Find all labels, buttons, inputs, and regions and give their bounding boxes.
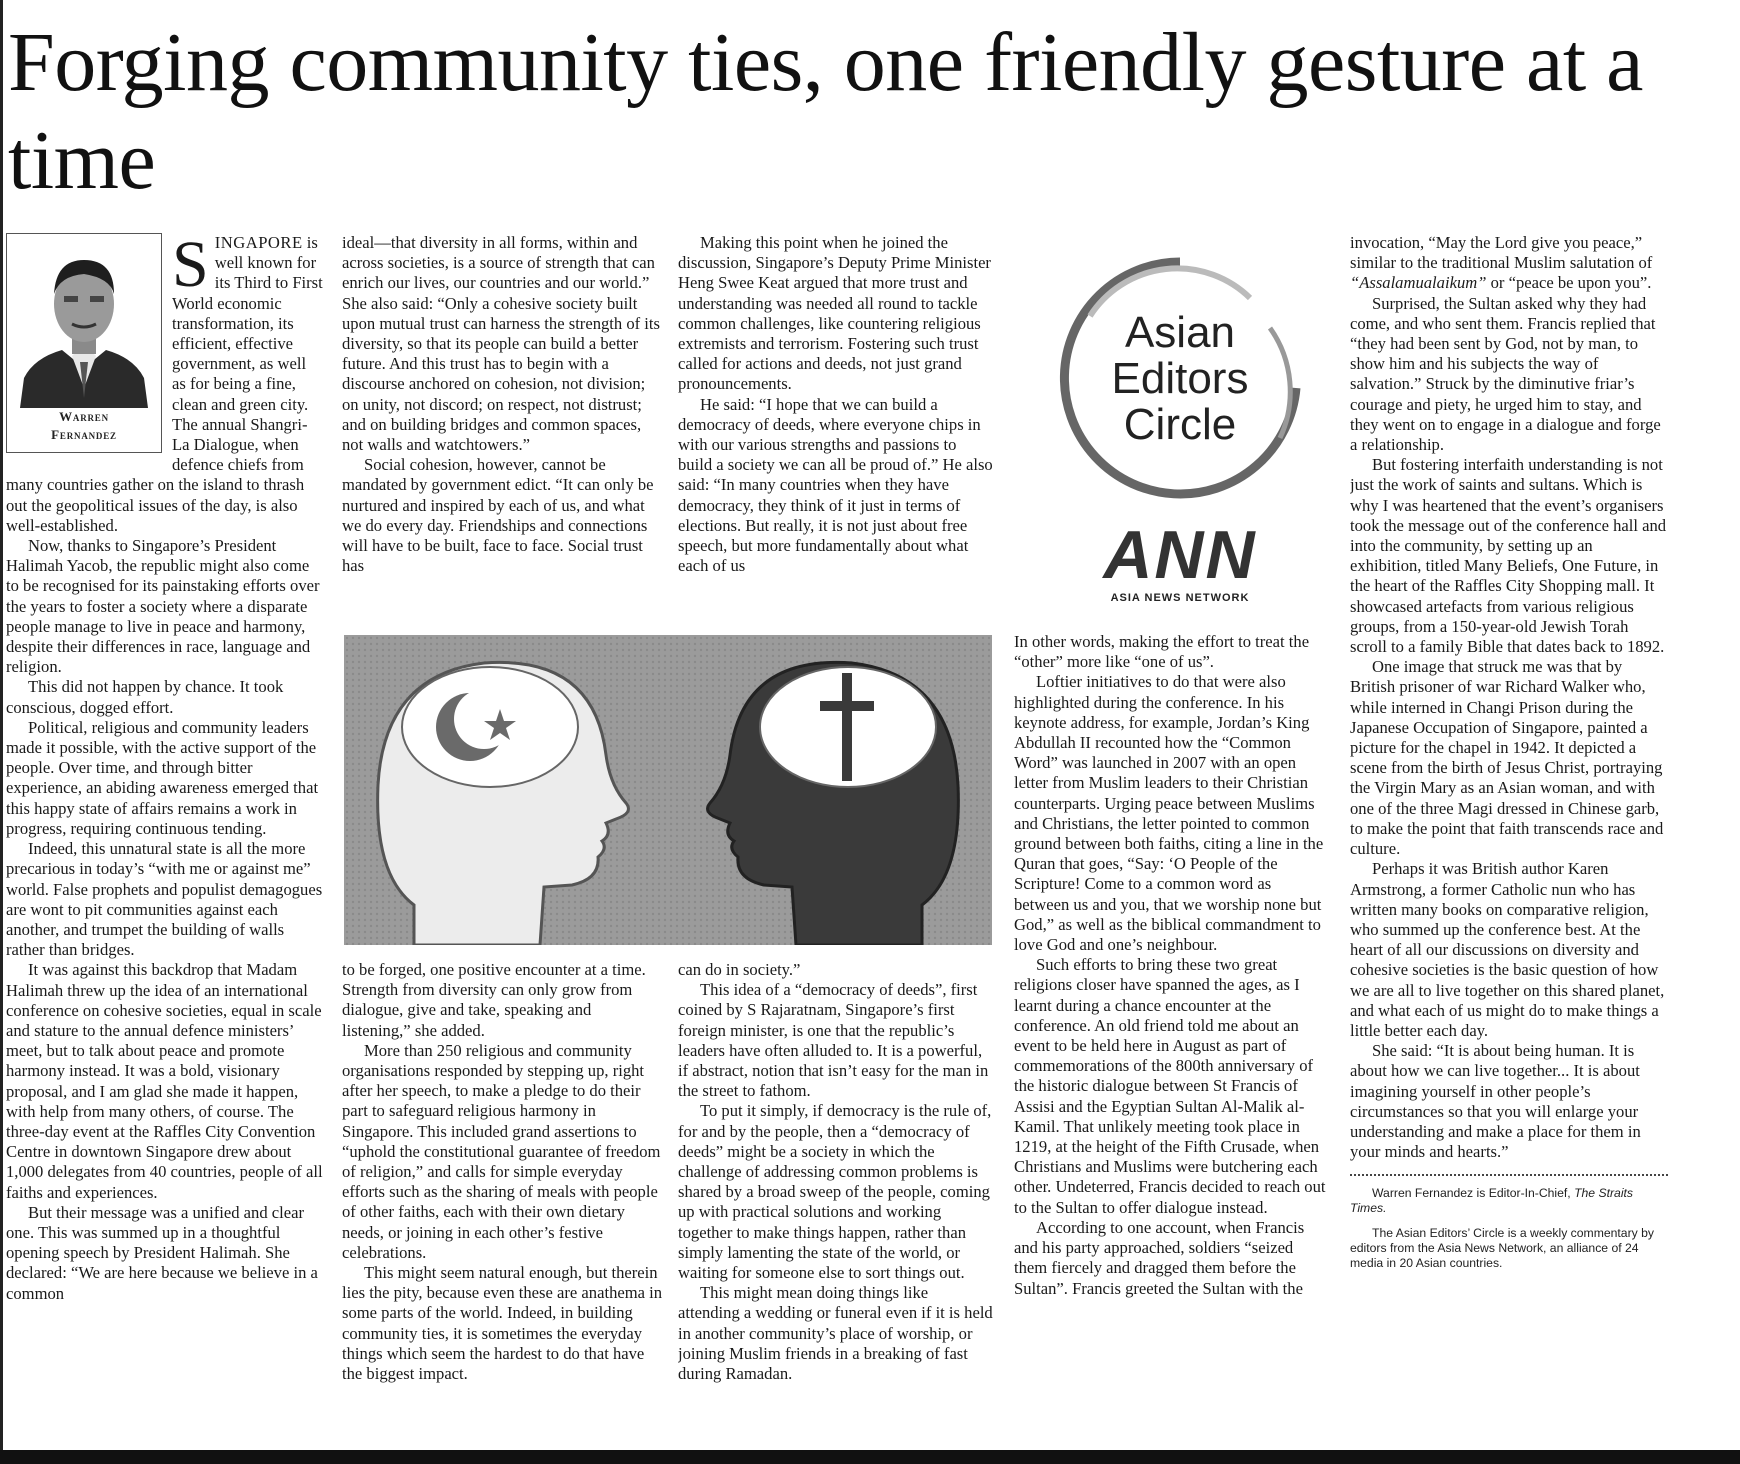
author-photo (14, 238, 154, 408)
paragraph: Surprised, the Sultan asked why they had come, and who sent them. Francis replied that “they had been sent by God, not by man, to show him and his subjects the way of salvation.” Struck by the diminutive friar’s courage and piety, he urged him to stay, and they went on to engage in a dialogue and forge a relationship. (1350, 293, 1661, 455)
paragraph-text: is well known for its Third to First World economic transformation, its efficient, effective government, as well as for being a fine, clean and green city. The annual Shangri-La Dialogue, when defence chiefs from many countries gather on the island to thrash out the geopolitical issues of the day, is also well-established. (6, 233, 323, 535)
headline: Forging community ties, one friendly gesture at a time (8, 16, 1643, 207)
paragraph: Loftier initiatives to do that were also highlighted during the conference. In his keynote address, for example, Jordan’s King Abdullah II recounted how the “Common Word” was launched in 2007 with an open letter from Muslim leaders to their Christian counterparts. Urging peace between Muslims and Christians, the letter pointed to common ground between both faiths, citing a line in the Quran that goes, “Say: ‘O People of the Scripture! Come to a common word as between us and you, that we worship none but God,” as well as the biblical commandment to love God and one’s neighbour. (1014, 672, 1324, 955)
paragraph: Indeed, this unnatural state is all the more precarious in today’s “with me or against me” world. False prophets and populist demagogues are wont to pit communities against each another, and trumpet the building of walls rather than bridges. (6, 839, 323, 960)
paragraph: ideal—that diversity in all forms, within and across societies, is a source of strength that can enrich our lives, our countries and our world.” She also said: “Only a cohesive society built upon mutual trust can harness the strength of its diversity, so that its people can build a better future. And this trust has to begin with a discourse anchored on cohesion, not division; on unity, not discord; on respect, not distrust; and on building bridges and common spaces, not walls and watchtowers.” (342, 233, 660, 455)
paragraph: Such efforts to bring these two great religions closer have spanned the ages, as I learnt during a chance encounter at the conference. An old friend told me about an event to be held here in August as part of commemorations of the 800th anniversary of the historic dialogue between St Francis of Assisi and the Egyptian Sultan Al-Malik al-Kamil. That unlikely meeting took place in 1219, at the height of the Fifth Crusade, when Christians and Muslims were butchering each other. Undeterred, Francis decided to reach out to the Sultan to offer dialogue instead. (1014, 955, 1326, 1217)
author-last-name: Fernandez (51, 427, 117, 442)
paragraph: Now, thanks to Singapore’s President Halimah Yacob, the republic might also come to be recognised for its painstaking efforts over the years to foster a society where a disparate people manage to live in peace and harmony, despite their differences in race, language and religion. (6, 536, 320, 677)
paragraph-text: or “peace be upon you”. (1486, 273, 1652, 293)
paragraph: to be forged, one positive encounter at a time. Strength from diversity can only grow from dialogue, give and take, speaking and listening,” she added. (342, 960, 646, 1040)
paragraph: More than 250 religious and community organisations responded by stepping up, right after her speech, to make a pledge to do their part to safeguard religious harmony in Singapore. This included grand assertions to “uphold the constitutional guarantee of freedom of religion,” and calls for simple everyday efforts such as the sharing of meals with people of other faiths, each with their own dietary needs, or joining in each other’s festive celebrations. (342, 1040, 661, 1262)
paragraph-text: invocation, “May the Lord give you peace,” similar to the traditional Muslim salutation of (1350, 233, 1653, 273)
publication-name: The Straits Times. (1350, 1186, 1634, 1216)
column-2-bottom (342, 960, 664, 1452)
ann-mark: ANN (1103, 517, 1257, 593)
column-3-top (678, 233, 994, 615)
logo-line-1: Asian (1124, 308, 1236, 357)
paragraph: But their message was a unified and clear one. This was summed up in a thoughtful opening speech by President Halimah. She declared: “We are here because we believe in a common (6, 1202, 318, 1303)
author-box (6, 233, 162, 453)
column-1 (6, 233, 323, 1451)
paragraph: This idea of a “democracy of deeds”, first coined by S Rajaratnam, Singapore’s first foreign minister, is one that the republic’s leaders have often alluded to. It is a powerful, if abstract, notion that isn’t easy for the man in the street to fathom. (678, 980, 989, 1101)
paragraph: This did not happen by chance. It took conscious, dogged effort. (6, 677, 284, 717)
paragraph: can do in society.” (678, 960, 801, 979)
paragraph (1350, 233, 1668, 294)
paragraph: But fostering interfaith understanding is not just the work of saints and sultans. Which is why I was heartened that the event’s organisers took the message out of the conference hall and into the community, by setting up an exhibition, titled Many Beliefs, One Future, in the heart of the Raffles City Shopping mall. It showcased artefacts from various religious groups, from a 150-year-old Jewish Torah scroll to a family Bible that dates back to 1892. (1350, 455, 1667, 657)
paragraph: It was against this backdrop that Madam Halimah threw up the idea of an international conference on cohesive societies, equal in scale and stature to the annual defence ministers’ meet, but to talk about peace and promote harmony instead. It was a bold, visionary proposal, and I am glad she made it happen, with help from many others, of course. The three-day event at the Raffles City Convention Centre in downtown Singapore drew about 1,000 delegates from 40 countries, people of all faiths and experiences. (6, 960, 323, 1202)
paragraph: Making this point when he joined the discussion, Singapore’s Deputy Prime Minister Heng Swee Keat argued that more trust and understanding was needed all round to tackle common challenges, like countering religious extremists and terrorism. Fostering such trust called for actions and deeds, not just grand pronouncements. (678, 233, 991, 394)
bottom-bar (0, 1450, 1740, 1464)
paragraph: According to one account, when Francis and his party approached, soldiers “seized them fiercely and dragged them before the Sultan”. Francis greeted the Sultan with the (1014, 1217, 1305, 1298)
illustration-two-heads (344, 635, 992, 945)
dotted-divider (1350, 1174, 1668, 1176)
paragraph: This might seem natural enough, but therein lies the pity, because even these are anathema in some parts of the world. Indeed, in building community ties, it is sometimes the everyday things which seem the hardest to do that have the biggest impact. (342, 1263, 663, 1384)
drop-cap: S (172, 233, 209, 301)
italic-text: “Assalamualaikum” (1350, 273, 1487, 293)
series-note: The Asian Editors’ Circle is a weekly commentary by editors from the Asia News Network, an alliance of 24 media in 20 Asian countries. (1350, 1226, 1654, 1271)
column-3-bottom (678, 960, 994, 1452)
logo-title (1030, 310, 1330, 448)
asian-editors-circle-logo (1030, 228, 1330, 612)
logo-line-3: Circle (1123, 400, 1237, 449)
paragraph: One image that struck me was that by British prisoner of war Richard Walker who, while interned in Changi Prison during the Japanese Occupation of Singapore, painted a picture for the chapel in 1942. It depicted a scene from the birth of Jesus Christ, portraying the Virgin Mary as an Asian woman, and with one of the three Magi dressed in Chinese garb, to make the point that faith transcends race and culture. (1350, 657, 1664, 859)
paragraph: In other words, making the effort to treat the “other” more like “one of us”. (1014, 632, 1310, 672)
author-first-name: Warren (59, 409, 109, 424)
paragraph: This might mean doing things like attending a wedding or funeral even if it is held in another community’s place of worship, or joining Muslim friends in a breaking of fast during Ramadan. (678, 1283, 993, 1384)
paragraph: To put it simply, if democracy is the rule of, for and by the people, then a “democracy of deeds” might be a society in which the challenge of addressing common problems is shared by a broad sweep of the people, coming up with practical solutions and working together to make things happen, rather than simply lamenting the state of the world, or waiting for someone else to sort things out. (678, 1101, 992, 1283)
paragraph: Social cohesion, however, cannot be mandated by government edict. “It can only be nurtured and inspired by each of us, and what we do every day. Friendships and connections will have to be built, face to face. Social trust has (342, 455, 654, 576)
paragraph: Political, religious and community leaders made it possible, with the active support of the people. Over time, and through bitter experience, an abiding awareness emerged that this happy state of affairs remains a work in progress, requiring continuous tending. (6, 717, 319, 838)
author-note (1350, 1186, 1668, 1216)
ann-network: ASIA NEWS NETWORK (1110, 592, 1250, 604)
lead-caps: INGAPORE (214, 233, 303, 252)
note-text: Warren Fernandez is Editor-In-Chief, (1372, 1186, 1575, 1201)
paragraph: Perhaps it was British author Karen Armstrong, a former Catholic nun who has written many books on comparative religion, who summed up the conference best. At the heart of all our discussions on diversity and cohesive societies is the basic question of how we are all to live together on this shared planet, and what each of us might do to make things a little better each day. (1350, 859, 1665, 1040)
logo-line-2: Editors (1111, 354, 1249, 403)
column-4 (1014, 632, 1326, 1452)
paragraph: He said: “I hope that we can build a democracy of deeds, where everyone chips in with our various strengths and passions to build a society we can all be proud of.” He also said: “In many countries when they have democracy, they think of it just in terms of elections. But really, it is not just about free speech, but more fundamentally about what each of us (678, 394, 993, 576)
column-2-top (342, 233, 664, 615)
column-5 (1350, 233, 1668, 1363)
paragraph: She said: “It is about being human. It is about how we can live together... It is about imagining yourself in other people’s circumstances so that you will enlarge your understanding and make a place for them in your minds and hearts.” (1350, 1041, 1641, 1162)
